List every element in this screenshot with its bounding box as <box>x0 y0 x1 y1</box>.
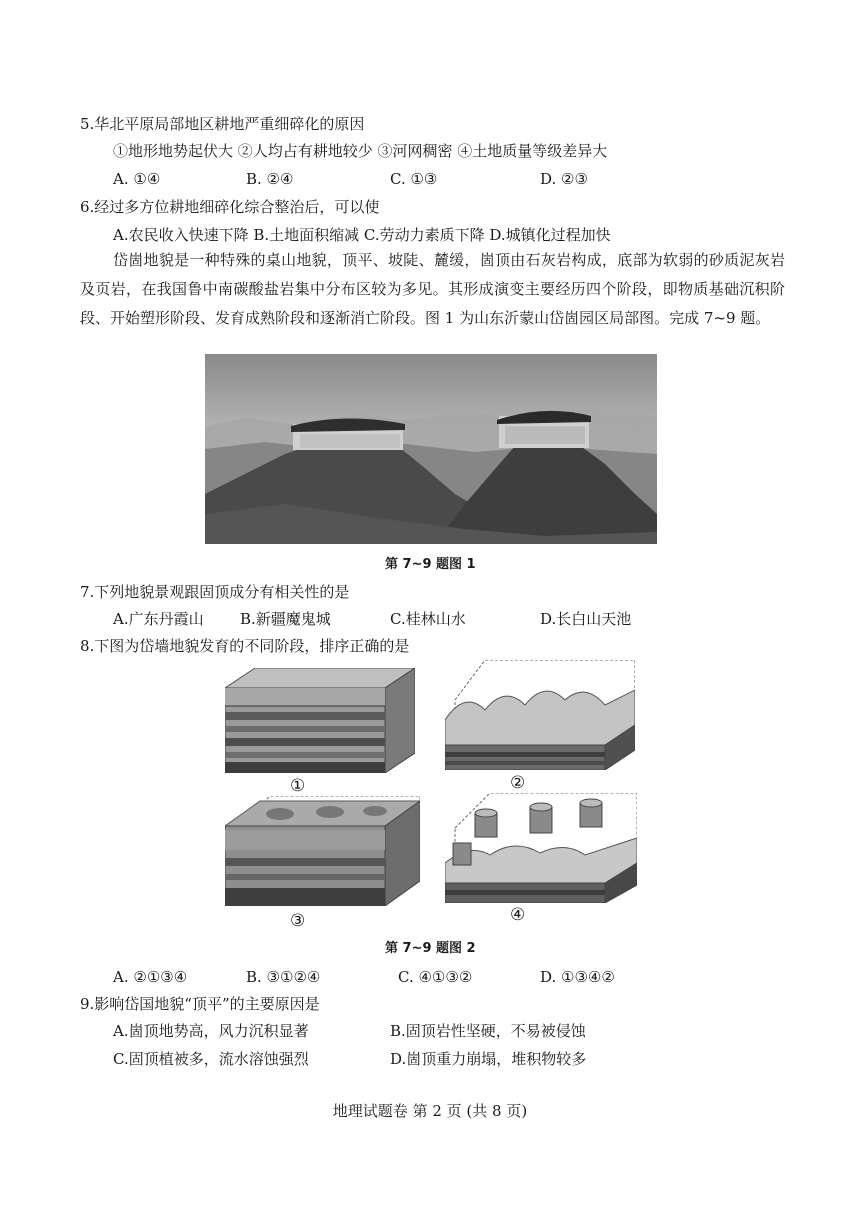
stage-4-label: ④ <box>510 905 526 925</box>
q5-option-b: B. ②④ <box>246 170 294 188</box>
stage-3-block <box>225 796 420 906</box>
q8-option-a: A. ②①③④ <box>113 968 188 986</box>
stage-2-label: ② <box>510 773 526 793</box>
q8-option-d: D. ①③④② <box>540 968 615 986</box>
fig1-caption: 第 7~9 题图 1 <box>385 557 476 572</box>
q7-option-d: D.长白山天池 <box>540 610 632 628</box>
fig1-photo <box>205 354 657 544</box>
q8-option-b: B. ③①②④ <box>246 968 321 986</box>
q5-option-a: A. ①④ <box>113 170 161 188</box>
q9-stem: 9.影响岱国地貌“顶平”的主要原因是 <box>80 995 320 1013</box>
q8-option-c: C. ④①③② <box>398 968 473 986</box>
q5-option-d: D. ②③ <box>540 170 588 188</box>
q8-stem: 8.下图为岱墙地貌发育的不同阶段，排序正确的是 <box>80 637 410 655</box>
q5-stem: 5.华北平原局部地区耕地严重细碎化的原因 <box>80 115 365 133</box>
q7-option-b: B.新疆魔鬼城 <box>240 610 331 628</box>
q5-items: ①地形地势起伏大 ②人均占有耕地较少 ③河网稠密 ④土地质量等级差异大 <box>113 142 608 160</box>
q6-options: A.农民收入快速下降 B.土地面积缩减 C.劳动力素质下降 D.城镇化过程加快 <box>113 226 611 244</box>
passage: 岱崮地貌是一种特殊的桌山地貌，顶平、坡陡、麓缓，崮顶由石灰岩构成，底部为软弱的砂质泥灰岩及页岩，在我国鲁中南碳酸盐岩集中分布区较为多见。其形成演变主要经历四个阶段，即物质基础沉积阶段、开始塑形阶段、发育成熟阶段和逐渐消亡阶段。图 1 为山东沂蒙山岱崮园区局部图。完成 7~9 题。 <box>80 251 785 327</box>
q5-option-c: C. ①③ <box>390 170 438 188</box>
q7-option-a: A.广东丹霞山 <box>113 610 204 628</box>
stage-1-block <box>225 668 415 773</box>
q7-stem: 7.下列地貌景观跟固顶成分有相关性的是 <box>80 583 350 601</box>
stage-2-block <box>445 660 635 770</box>
fig2-caption: 第 7~9 题图 2 <box>385 941 476 956</box>
q9-option-c: C.固顶植被多，流水溶蚀强烈 <box>113 1050 309 1068</box>
stage-4-block <box>445 793 637 903</box>
q9-option-d: D.崮顶重力崩塌，堆积物较多 <box>390 1050 587 1068</box>
q9-option-a: A.崮顶地势高，风力沉积显著 <box>113 1022 309 1040</box>
q6-stem: 6.经过多方位耕地细碎化综合整治后，可以使 <box>80 198 380 216</box>
stage-1-label: ① <box>290 776 306 796</box>
q7-option-c: C.桂林山水 <box>390 610 466 628</box>
q9-option-b: B.固顶岩性坚硬，不易被侵蚀 <box>390 1022 586 1040</box>
page-footer: 地理试题卷 第 2 页 (共 8 页) <box>332 1102 528 1120</box>
stage-3-label: ③ <box>290 911 306 931</box>
